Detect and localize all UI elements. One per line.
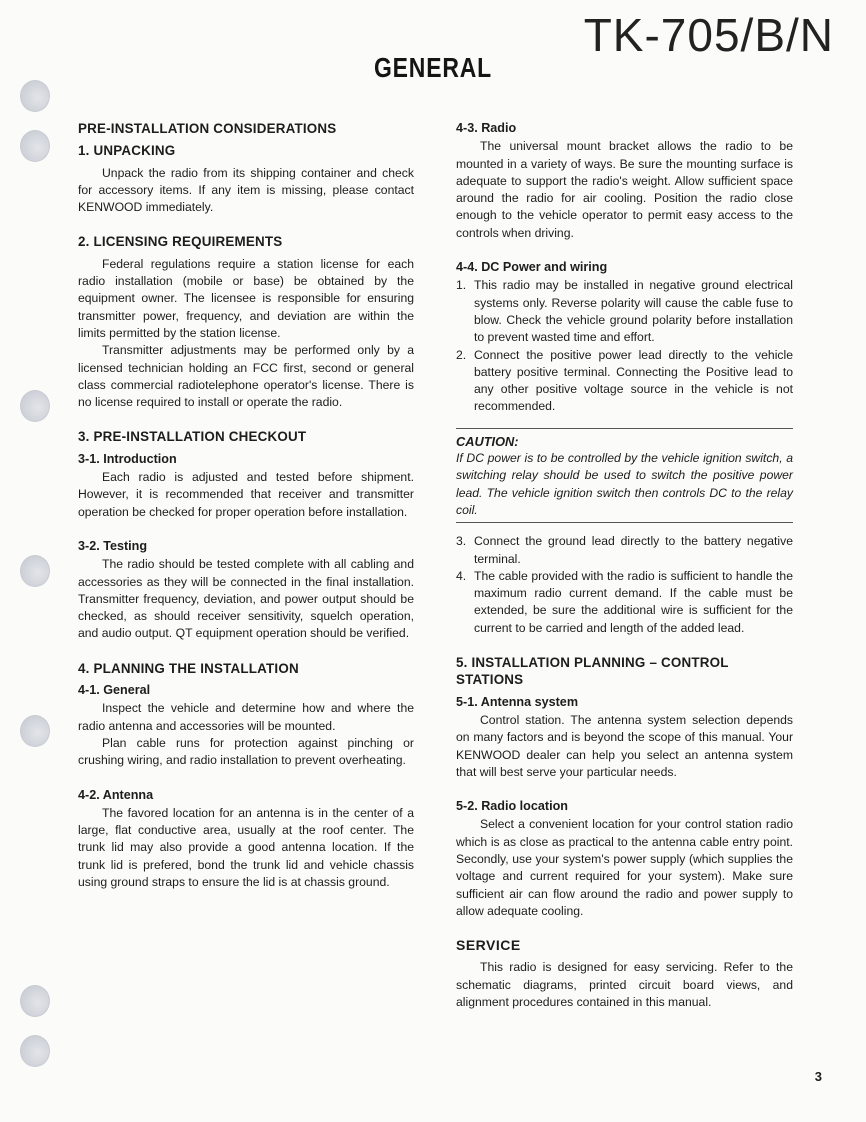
page-number: 3 xyxy=(814,1069,822,1084)
paragraph: Federal regulations require a station license for each radio installation (mobile or base) be obtained by the equipment owner. The licensee is responsible for ensuring transmitter power, frequency, and deviation are within the limits permitted by the station license. xyxy=(78,256,414,340)
paragraph: Unpack the radio from its shipping container and check for accessory items. If any item is missing, please contact KENWOOD immediately. xyxy=(78,165,414,215)
paragraph: Plan cable runs for protection against pinching or crushing wiring, and radio installation to prevent overheating. xyxy=(78,735,414,768)
caution-box xyxy=(456,428,793,523)
binder-hole xyxy=(20,555,50,587)
paragraph: Each radio is adjusted and tested before shipment. However, it is recommended that receiver and transmitter operation be checked for proper operation before installation. xyxy=(78,470,414,519)
subsection-heading: 4-2. Antenna xyxy=(78,787,154,802)
list-item: 1. This radio may be installed in negative ground electrical systems only. Reverse polarity will cause the cable fuse to blow. Check the vehicle ground polarity before installation to prevent wasted time and effort. xyxy=(456,278,793,345)
caution-title: CAUTION: xyxy=(456,433,519,449)
paragraph: Control station. The antenna system selection depends on many factors and is beyond the scope of this manual. Your KENWOOD dealer can help you select an antenna system that will best serve your particular needs. xyxy=(456,712,793,779)
subsection-heading: 4-4. DC Power and wiring xyxy=(456,260,608,275)
binder-hole xyxy=(20,80,50,112)
binder-hole xyxy=(20,1035,50,1067)
paragraph: Inspect the vehicle and determine how and where the radio antenna and accessories will be mounted. xyxy=(78,701,414,733)
section-heading: PRE-INSTALLATION CONSIDERATIONS xyxy=(78,121,337,136)
page-title: GENERAL xyxy=(373,52,493,83)
left-column xyxy=(78,120,414,891)
binder-hole xyxy=(20,390,50,422)
list-item: 4. The cable provided with the radio is sufficient to handle the maximum radio current demand. If the cable must be extended, be sure the additional wire is sufficient for the current to be carried and length of the added lead. xyxy=(456,568,793,635)
subsection-heading: 5-1. Antenna system xyxy=(456,694,579,709)
section-heading: 4. PLANNING THE INSTALLATION xyxy=(78,660,299,676)
subsection-heading: 4-1. General xyxy=(78,683,151,698)
list-item: 2. Connect the positive power lead directly to the vehicle battery positive terminal. Connecting the Positive lead to any other positive voltage source in the vehicle is not recommended. xyxy=(456,347,793,414)
paragraph: Select a convenient location for your control station radio which is as close as practical to the antenna cable entry point. Secondly, use your system's power supply (which supplies the voltage and current required for your system). Make sure sufficient air can flow around the radio and power supply to allow adequate cooling. xyxy=(456,817,793,918)
paragraph: This radio is designed for easy servicing. Refer to the schematic diagrams, printed circuit board views, and alignment procedures contained in this manual. xyxy=(456,960,793,1010)
section-heading: 2. LICENSING REQUIREMENTS xyxy=(78,234,283,250)
section-heading: 3. PRE-INSTALLATION CHECKOUT xyxy=(78,429,307,445)
list-item: 3. Connect the ground lead directly to the battery negative terminal. xyxy=(456,534,793,566)
paragraph: The favored location for an antenna is in the center of a large, flat conductive area, usually at the roof center. The trunk lid may also provide a good antenna location. If the trunk lid is prefered, bond the trunk lid and vehicle chassis using ground straps to ensure the lid is at chassis ground. xyxy=(78,805,414,889)
binder-holes xyxy=(20,0,60,1122)
model-number: TK-705/B/N xyxy=(583,9,834,61)
paragraph: The universal mount bracket allows the radio to be mounted in a variety of ways. Be sure the mounting surface is adequate to support the radio's weight. Allow sufficient space around the radio for air cooling. Position the radio close enough to the vehicle operator to permit easy access to the controls when driving. xyxy=(456,139,793,240)
section-heading: SERVICE xyxy=(456,937,521,954)
binder-hole xyxy=(20,715,50,747)
numbered-list xyxy=(456,533,793,637)
binder-hole xyxy=(20,130,50,162)
paragraph: The radio should be tested complete with all cabling and accessories as they will be connected in the final installation. Transmitter frequency, deviation, and power output should be checked, as should receiver sensitivity, squelch operation, and audio output. QT equipment operation should be verified. xyxy=(78,557,414,641)
caution-text: If DC power is to be controlled by the vehicle ignition switch, a switching relay should be used to switch the positive power lead. The vehicle ignition switch then controls DC to the relay coil. xyxy=(456,451,793,517)
subsection-heading: 4-3. Radio xyxy=(456,121,517,135)
numbered-list xyxy=(456,277,793,415)
subsection-heading: 3-1. Introduction xyxy=(78,451,177,466)
subsection-heading: 5-2. Radio location xyxy=(456,799,568,814)
section-heading: 5. INSTALLATION PLANNING – CONTROL STATIONS xyxy=(456,655,729,688)
binder-hole xyxy=(20,985,50,1017)
subsection-heading: 3-2. Testing xyxy=(78,538,148,553)
paragraph: Transmitter adjustments may be performed only by a licensed technician holding an FCC first, second or general class commercial radiotelephone operator's license. There is no license required to install or operate the radio. xyxy=(78,343,414,410)
right-column xyxy=(456,120,793,1011)
section-heading: 1. UNPACKING xyxy=(78,143,176,159)
